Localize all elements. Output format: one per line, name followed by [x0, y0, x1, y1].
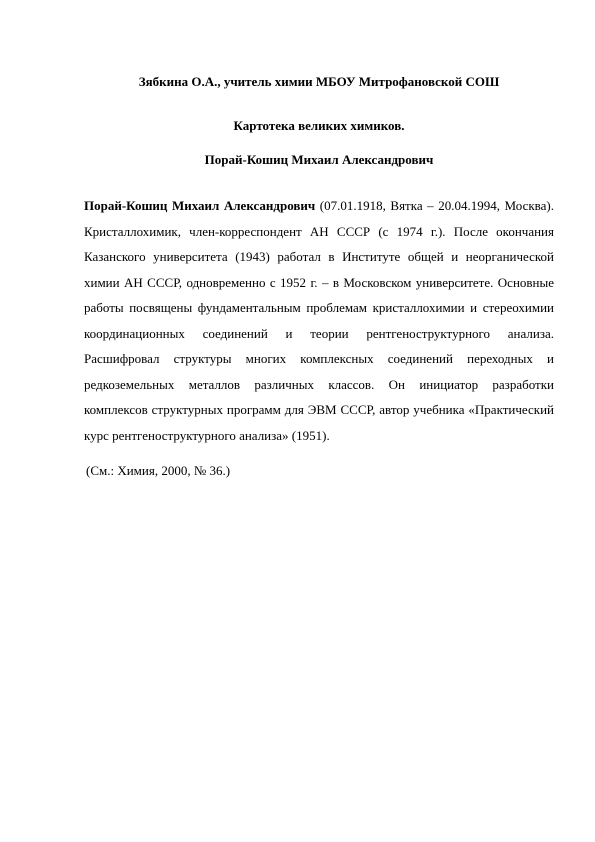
- biography-name: Порай-Кошиц Михаил Александрович: [84, 198, 316, 213]
- biography-text: (07.01.1918, Вятка – 20.04.1994, Москва). Кристаллохимик, член-корреспондент АН СССР (с 1974 г.). После окончания Казанского университета (1943) работал в Институте общей и неорганической химии АН СССР, одновременно с 1952 г. – в Московском университете. Основные работы посвящены фундаментальным проблемам кристаллохимии и стереохимии координационных соединений и теории рентгеноструктурного анализа. Расшифровал структуры многих комплексных соединений переходных и редкоземельных металлов различных классов. Он инициатор разработки комплексов структурных программ для ЭВМ СССР, автор учебника «Практический курс рентгеноструктурного анализа» (1951).: [84, 198, 554, 443]
- biography-paragraph: [84, 193, 554, 448]
- author-line: Зябкина О.А., учитель химии МБОУ Митрофановской СОШ: [138, 74, 500, 89]
- source-citation: (См.: Химия, 2000, № 36.): [86, 463, 231, 478]
- person-name-heading: Порай-Кошиц Михаил Александрович: [204, 152, 434, 167]
- document-title: Картотека великих химиков.: [233, 118, 405, 133]
